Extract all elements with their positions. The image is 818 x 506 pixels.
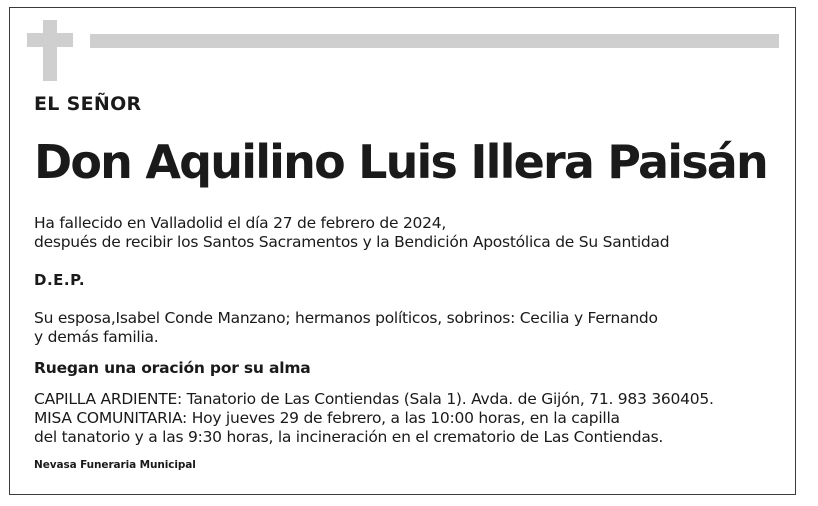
family-line: y demás familia. bbox=[34, 328, 159, 346]
cross-vertical-bar bbox=[43, 20, 57, 81]
arrangements-line: CAPILLA ARDIENTE: Tanatorio de Las Contiendas (Sala 1). Avda. de Gijón, 71. 983 360405. bbox=[34, 390, 714, 408]
cross-horizontal-bar bbox=[27, 33, 73, 47]
death-notice bbox=[34, 214, 669, 252]
honorific: EL SEÑOR bbox=[34, 93, 142, 115]
family-line: Su esposa,Isabel Conde Manzano; hermanos políticos, sobrinos: Cecilia y Fernando bbox=[34, 309, 658, 327]
arrangements bbox=[34, 390, 714, 447]
death-notice-line: después de recibir los Santos Sacramentos y la Bendición Apostólica de Su Santidad bbox=[34, 233, 670, 251]
arrangements-line: del tanatorio y a las 9:30 horas, la incineración en el crematorio de Las Contiendas. bbox=[34, 428, 664, 446]
family-notice bbox=[34, 309, 658, 347]
death-notice-line: Ha fallecido en Valladolid el día 27 de febrero de 2024, bbox=[34, 214, 447, 232]
header-rule bbox=[90, 34, 779, 48]
prayer-request: Ruegan una oración por su alma bbox=[34, 359, 311, 377]
deceased-name: Don Aquilino Luis Illera Paisán bbox=[34, 135, 767, 189]
arrangements-line: MISA COMUNITARIA: Hoy jueves 29 de febrero, a las 10:00 horas, en la capilla bbox=[34, 409, 620, 427]
rip-label: D.E.P. bbox=[34, 271, 86, 289]
funeral-home-credit: Nevasa Funeraria Municipal bbox=[34, 459, 196, 471]
